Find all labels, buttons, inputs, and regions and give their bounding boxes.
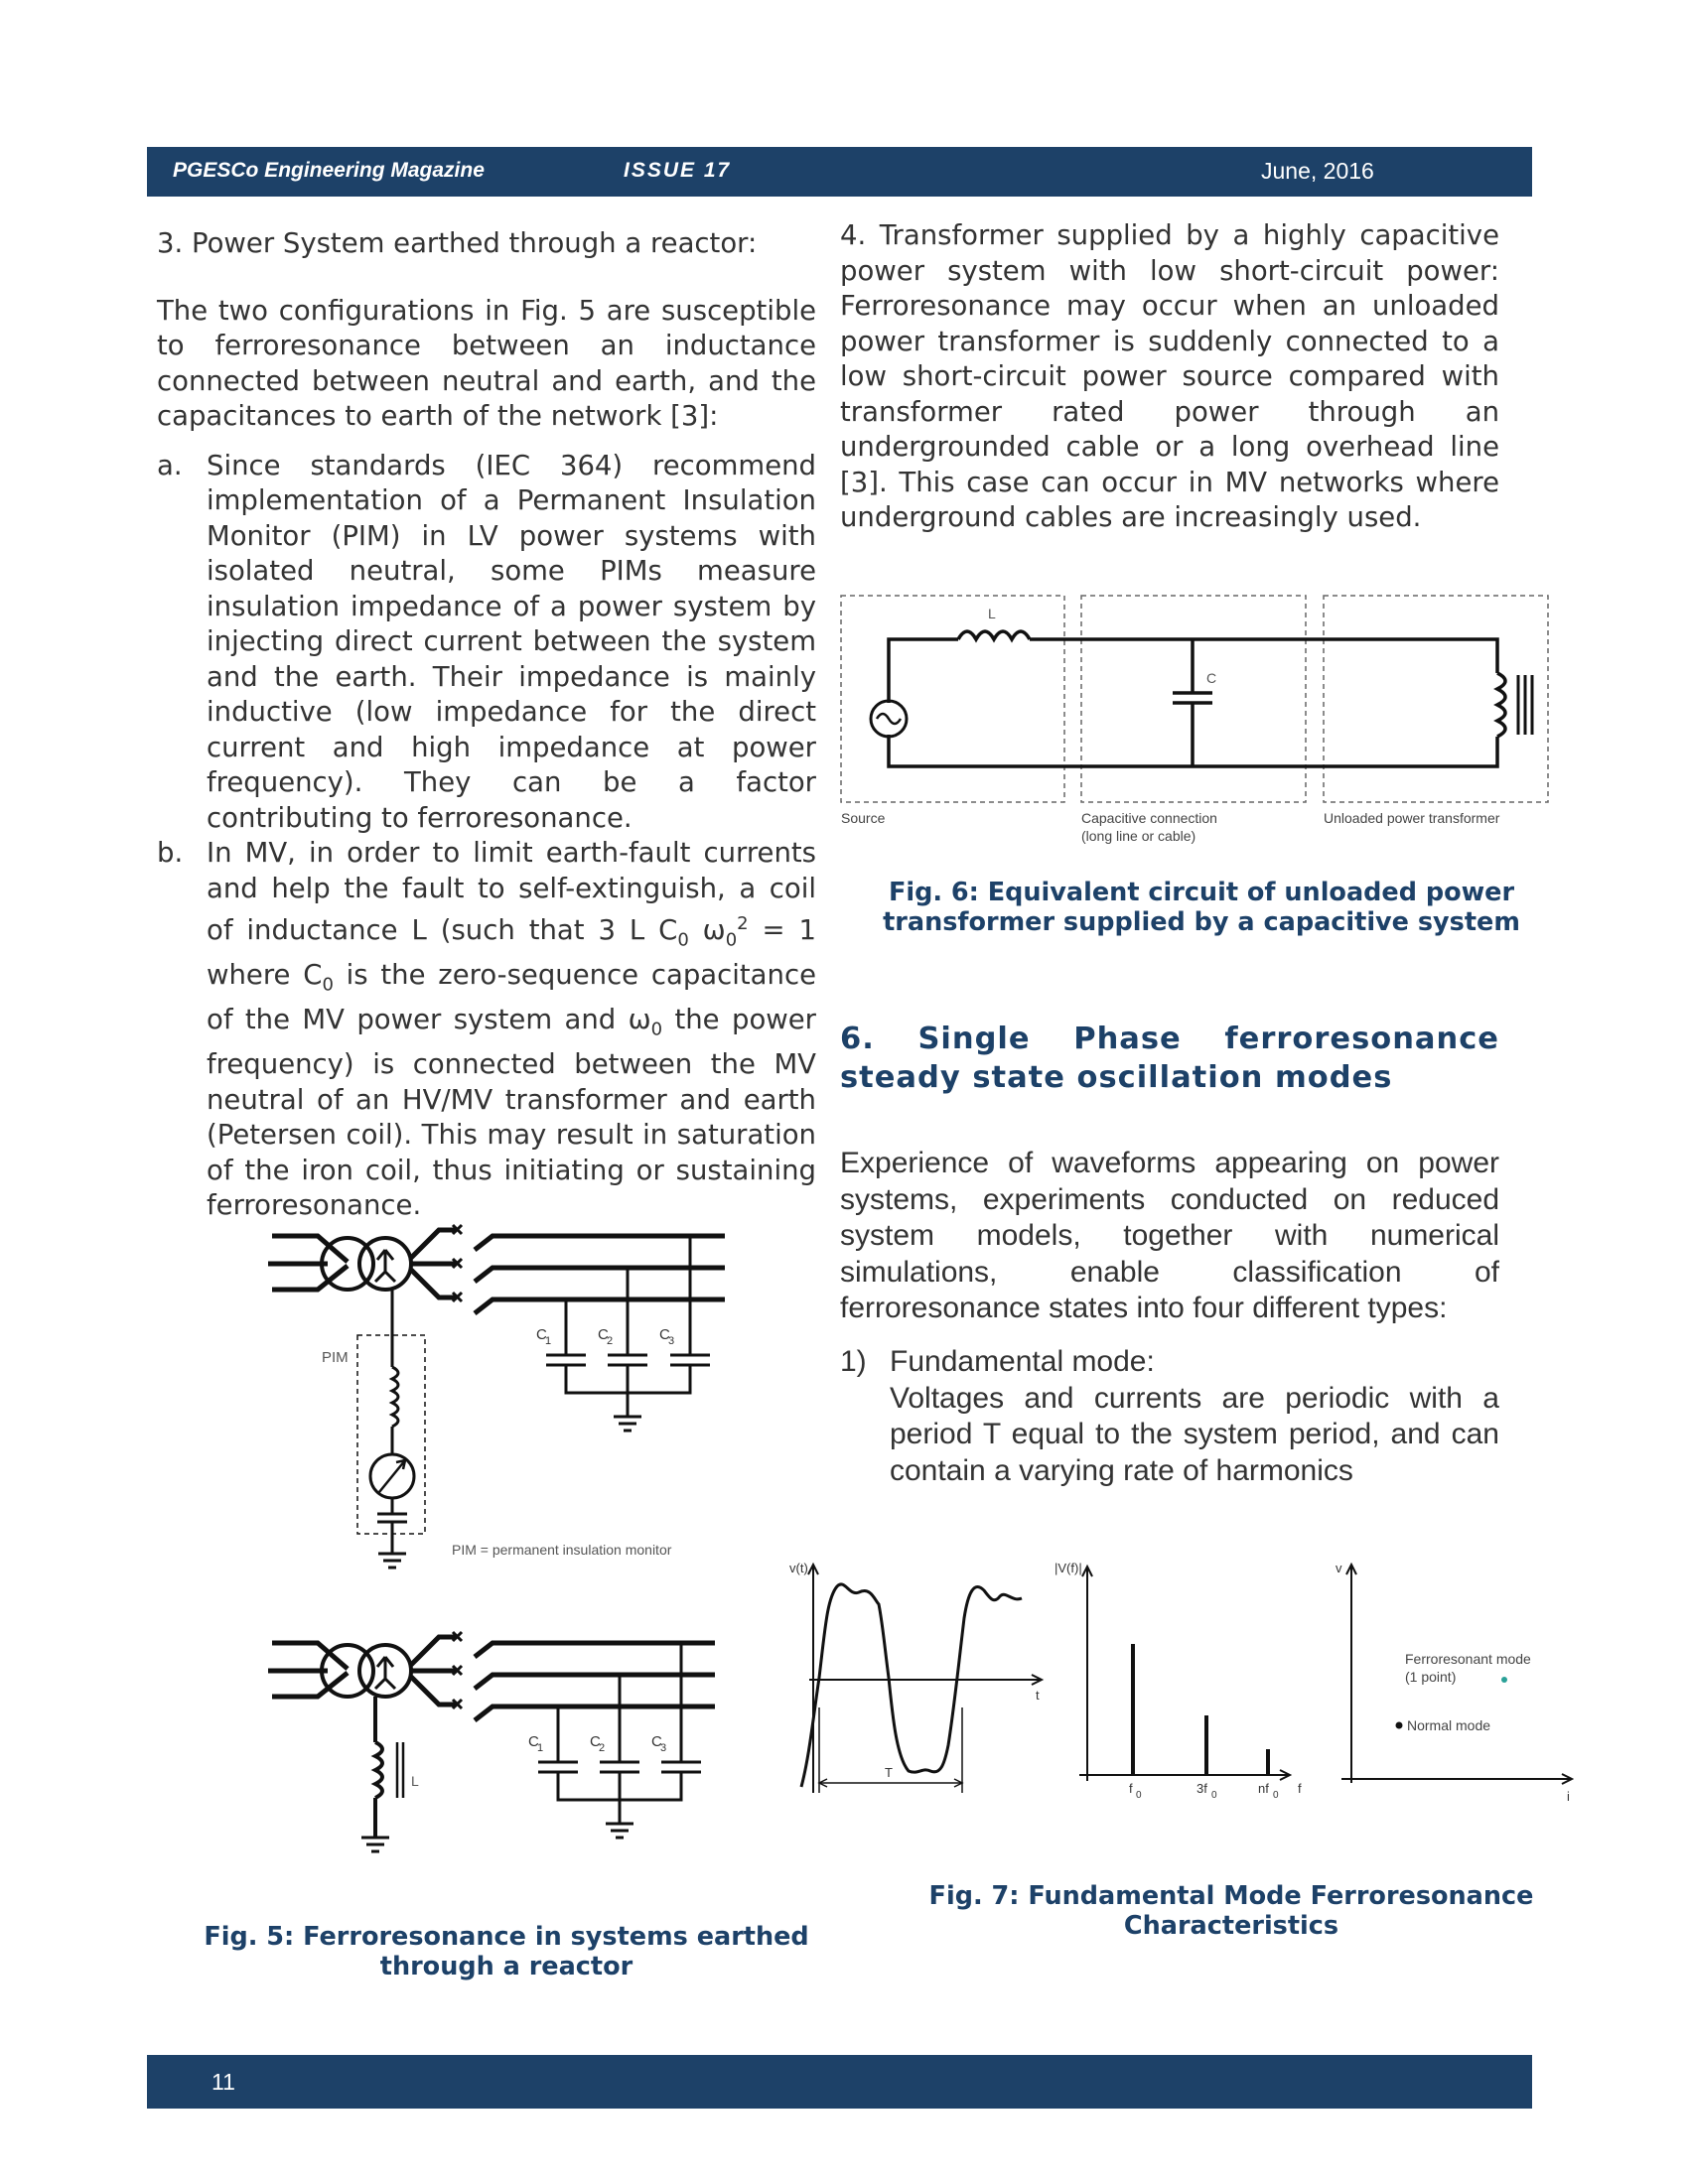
list-marker-b: b. [157, 837, 184, 869]
magazine-title: PGESCo Engineering Magazine [173, 159, 485, 182]
footer-bar [147, 2055, 1532, 2109]
svg-text:v: v [1336, 1561, 1342, 1575]
fig7-characteristics [779, 1559, 1574, 1807]
issue-label: ISSUE 17 [624, 159, 732, 182]
list-item-a [157, 449, 816, 837]
list-marker-a: a. [157, 449, 183, 481]
item-a-text: Since standards (IEC 364) recommend implementation of a Permanent Insulation Monitor (PIM) in LV power systems with isolated neutral, some PIMs measure insulation impedance of a power system by injecting direct current between the system and the earth. Their impedance is mainly inductive (low impedance for the direct current and high impedance at power frequency). They can be a factor contributing to ferroresonance. [207, 449, 816, 834]
svg-text:1: 1 [545, 1335, 552, 1347]
svg-text:(long line or cable): (long line or cable) [1081, 828, 1196, 844]
svg-text:C: C [1206, 670, 1217, 686]
svg-text:L: L [988, 606, 996, 621]
svg-text:|V(f)|: |V(f)| [1055, 1561, 1082, 1575]
ferroresonant-point [1501, 1677, 1507, 1683]
list-item-b [157, 836, 816, 1224]
svg-text:C: C [598, 1326, 609, 1343]
section-heading: 6. Single Phase ferroresonance steady state oscillation modes [840, 1022, 1499, 1095]
intro-paragraph: The two configurations in Fig. 5 are susceptible to ferroresonance between an inductance connected between neutral and earth, and the capacitances to earth of the network [3]: [157, 294, 816, 432]
svg-text:f: f [1129, 1781, 1133, 1796]
svg-text:0: 0 [1211, 1790, 1217, 1801]
svg-text:f: f [1298, 1781, 1302, 1796]
svg-text:Ferroresonant mode: Ferroresonant mode [1405, 1651, 1531, 1667]
fig7-caption: Fig. 7: Fundamental Mode Ferroresonance Characteristics [928, 1881, 1534, 1941]
svg-text:C: C [590, 1733, 601, 1750]
fig5-diagram [248, 1216, 765, 1891]
svg-text:C: C [536, 1326, 547, 1343]
svg-text:Normal mode: Normal mode [1407, 1717, 1491, 1733]
svg-text:0: 0 [1136, 1790, 1142, 1801]
mode-1-item [840, 1344, 1499, 1489]
fig5-caption: Fig. 5: Ferroresonance in systems earthed through a reactor [204, 1922, 809, 1981]
normal-point [1396, 1722, 1403, 1729]
header-bar [147, 147, 1532, 197]
svg-text:3f: 3f [1196, 1781, 1207, 1796]
mode-1-marker: 1) [840, 1345, 867, 1378]
svg-text:PIM: PIM [322, 1349, 349, 1366]
section-paragraph: Experience of waveforms appearing on power systems, experiments conducted on reduced system models, together with numerical simulations, enable classification of ferroresonance states into four different types: [840, 1147, 1499, 1324]
svg-text:L: L [411, 1773, 419, 1789]
svg-text:1: 1 [537, 1742, 544, 1754]
svg-text:nf: nf [1258, 1781, 1269, 1796]
svg-text:i: i [1567, 1789, 1570, 1804]
svg-text:v(t): v(t) [789, 1561, 808, 1575]
item-3-title: 3. Power System earthed through a reactor: [157, 227, 758, 259]
svg-text:Capacitive connection: Capacitive connection [1081, 810, 1217, 826]
svg-text:2: 2 [607, 1335, 614, 1347]
svg-text:Unloaded power transformer: Unloaded power transformer [1324, 810, 1500, 826]
left-column [157, 226, 816, 1224]
svg-text:C: C [528, 1733, 539, 1750]
fig6-circuit [839, 594, 1554, 847]
item-4-paragraph: 4. Transformer supplied by a highly capacitive power system with low short-circuit power: Ferroresonance may occur when an unloaded power transformer is suddenly connected to a low short-circuit power source compared with transformer rated power through an undergrounded cable or a long overhead line [3]. This case can occur in MV networks where underground cables are increasingly used. [840, 219, 1499, 533]
svg-text:3: 3 [660, 1742, 667, 1754]
pim-note: PIM = permanent insulation monitor [452, 1542, 672, 1558]
svg-text:2: 2 [599, 1742, 606, 1754]
fig6-source-label: Source [841, 810, 886, 826]
mode-1-text: Voltages and currents are periodic with a period T equal to the system period, and can contain a varying rate of harmonics [890, 1381, 1499, 1487]
svg-text:t: t [1036, 1688, 1040, 1703]
mode-1-title: Fundamental mode: [890, 1345, 1155, 1378]
svg-text:0: 0 [1273, 1790, 1279, 1801]
svg-text:C: C [651, 1733, 662, 1750]
item-b-text: In MV, in order to limit earth-fault currents and help the fault to self-extinguish, a coil of inductance L (such that 3 L $C_0$ $\omega_0^2 = 1$ where $C_0$ is the zero-sequence capacitance of the MV power system and $\omega_0$ the power frequency) is connected between the MV neutral of an HV/MV transformer and earth (Petersen coil). This may result in saturation of the iron coil, thus initiating or sustaining ferroresonance. [207, 837, 817, 1222]
fig6-caption: Fig. 6: Equivalent circuit of unloaded power transformer supplied by a capacitive system [883, 878, 1520, 937]
issue-date: June, 2016 [1261, 158, 1374, 184]
svg-text:C: C [659, 1326, 670, 1343]
svg-text:(1 point): (1 point) [1405, 1669, 1457, 1685]
page-number: 11 [211, 2069, 235, 2095]
svg-text:T: T [885, 1765, 893, 1780]
svg-text:3: 3 [668, 1335, 675, 1347]
